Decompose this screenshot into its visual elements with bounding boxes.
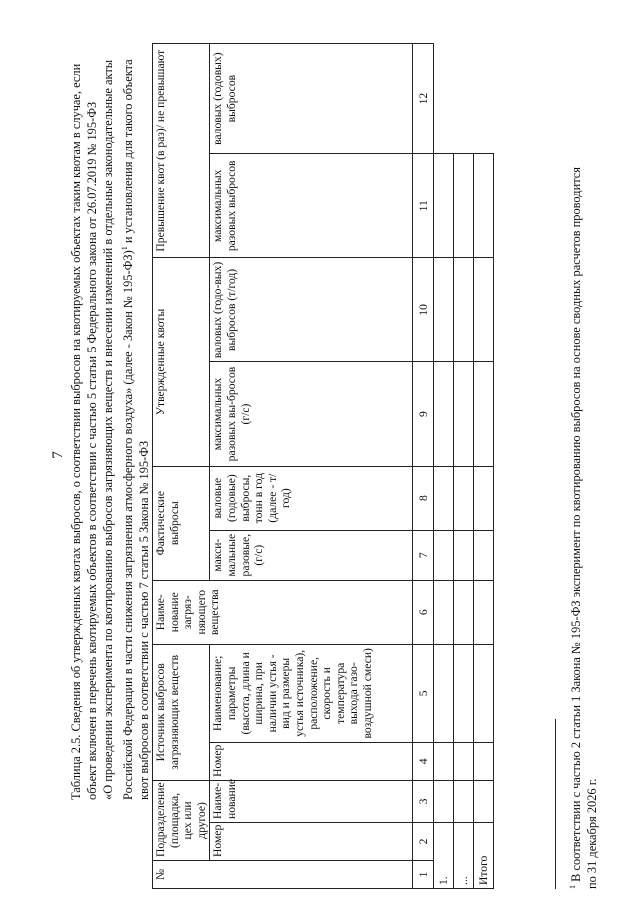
column-number: 7 (413, 530, 434, 580)
row-label: 1. (434, 822, 454, 888)
header-approved-gross: валовых (годо-вых) выбросов (т/год) (210, 258, 413, 362)
table-cell (434, 258, 454, 362)
table-cell (454, 742, 474, 780)
row-label: Итого (474, 822, 494, 888)
caption-line (117, 30, 136, 800)
table-cell (434, 580, 454, 644)
header-approved: Утвержденные квоты (153, 258, 210, 466)
page-number: 7 (50, 451, 66, 459)
table-cell (434, 466, 454, 530)
table-row (454, 44, 474, 889)
footnote-text: В соответствии с частью 2 статьи 1 Закона № 195-ФЗ эксперимент по квотированию выбросов на основе сводных расчетов проводится (569, 167, 584, 882)
table-cell (474, 644, 494, 742)
table-cell (454, 580, 474, 644)
table-cell (474, 580, 494, 644)
column-number: 3 (413, 780, 434, 822)
table-cell (474, 362, 494, 466)
header-row-2 (210, 44, 413, 889)
table-cell (474, 780, 494, 822)
header-division: Подразделение (площадка, цех или другое) (153, 780, 210, 860)
header-substance: Наиме-нование загряз-няющего вещества (153, 580, 413, 644)
caption-line-text: Российской Федерации в части снижения загрязнения атмосферного воздуха» (далее - Закон № 195-ФЗ) (120, 250, 135, 800)
table-cell (474, 742, 494, 780)
header-source-name: Наименование; параметры (высота, длина и ширина, при наличии устья - вид и размеры устья источника), расположение, скорость и температура выхода газо-воздушной смеси) (210, 644, 413, 742)
quota-table (152, 43, 494, 889)
column-number: 1 (413, 860, 434, 888)
table-row (434, 44, 454, 889)
caption-line-tail: и установления для такого объекта (120, 59, 135, 247)
header-division-name: Наиме-нование (210, 780, 413, 822)
caption-line: «О проведении эксперимента по квотированию выбросов загрязняющих веществ и внесении изменений в отдельные законодательные акты (101, 59, 116, 800)
table-cell (434, 780, 454, 822)
table-cell (474, 154, 494, 258)
header-source-number: Номер (210, 742, 413, 780)
footnote-mark: 1 (568, 885, 577, 889)
header-approved-max: максимальных разовых вы-бросов (г/с) (210, 362, 413, 466)
table-cell (454, 154, 474, 258)
column-number: 11 (413, 154, 434, 258)
column-number: 8 (413, 466, 434, 530)
table-cell (454, 258, 474, 362)
footnote (565, 29, 600, 889)
row-label: ... (454, 822, 474, 888)
table-cell (474, 530, 494, 580)
footnote-reference: 1 (119, 246, 129, 251)
caption-line: Таблица 2.5. Сведения об утвержденных квотах выбросов, о соответствии выбросов на квотируемых объектах таким квотам в случае, если (69, 63, 83, 800)
column-number: 12 (413, 44, 434, 154)
footnote-line: по 31 декабря 2026 г. (585, 778, 600, 889)
table-cell (454, 362, 474, 466)
table-cell (434, 154, 454, 258)
table-caption (68, 30, 152, 800)
table-cell (454, 780, 474, 822)
header-excess: Превышение квот (в раз)/ не превышают (153, 44, 210, 258)
table-cell (474, 466, 494, 530)
footnote-line (565, 29, 584, 889)
table-cell (434, 530, 454, 580)
header-actual: Фактические выбросы (153, 466, 210, 580)
footnote-divider (555, 719, 556, 889)
table-cell (454, 644, 474, 742)
column-number: 10 (413, 258, 434, 362)
table-row-total (474, 44, 494, 889)
table-cell (434, 742, 454, 780)
table-cell (474, 258, 494, 362)
column-number: 6 (413, 580, 434, 644)
column-number: 9 (413, 362, 434, 466)
header-num: № (153, 860, 413, 888)
header-source: Источник выбросов загрязняющих веществ (153, 644, 210, 780)
table-cell (454, 530, 474, 580)
column-number: 5 (413, 644, 434, 742)
table-cell (434, 362, 454, 466)
header-row-1 (153, 44, 210, 889)
header-actual-max: макси-мальные разовые, (г/с) (210, 530, 413, 580)
header-excess-gross: валовых (годовых) выбросов (210, 44, 413, 154)
caption-line: объект включен в перечень квотируемых объектов в соответствии с частью 5 статьи 5 Федерального закона от 26.07.2019 № 195-ФЗ (85, 101, 100, 800)
table-cell (454, 466, 474, 530)
table-cell (434, 644, 454, 742)
column-number-row (413, 44, 434, 889)
column-number: 2 (413, 822, 434, 860)
header-division-number: Номер (210, 822, 413, 860)
header-excess-max: максимальных разовых выбросов (210, 154, 413, 258)
column-number: 4 (413, 742, 434, 780)
header-actual-gross: валовые (годовые) выбросы, тонн в год (далее - т/год) (210, 466, 413, 530)
caption-line: квот выбросов в соответствии с частью 7 статьи 5 Закона № 195-ФЗ (136, 440, 151, 800)
